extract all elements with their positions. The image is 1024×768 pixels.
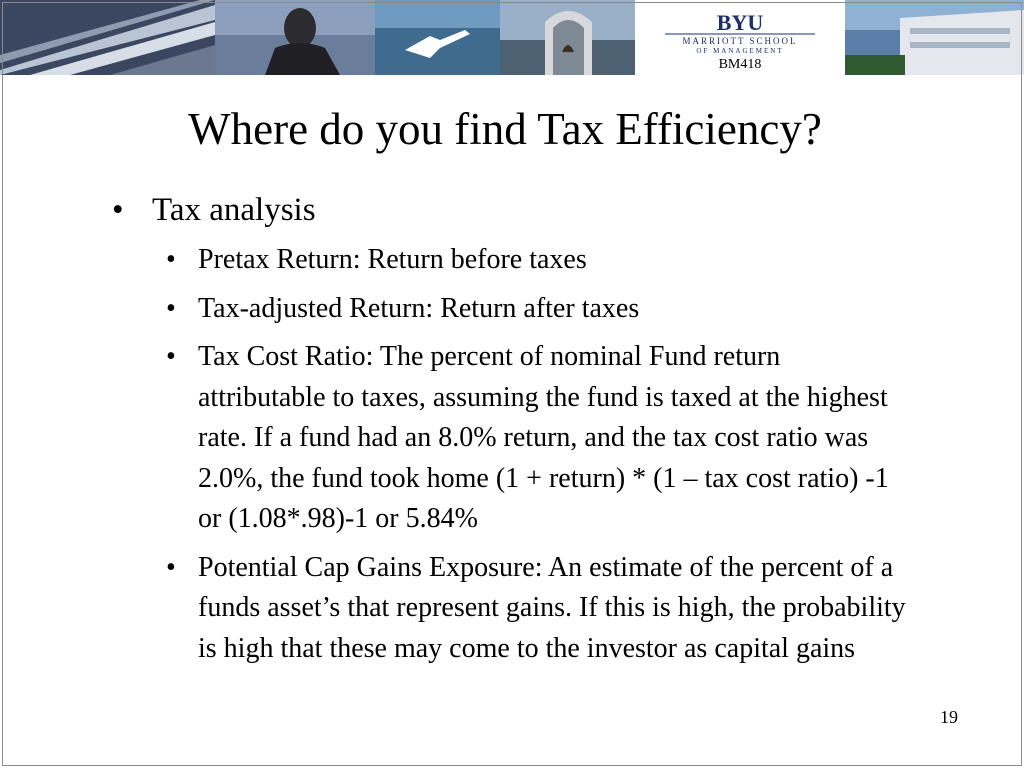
- bullet-text: Tax analysis: [152, 192, 316, 228]
- bullet-dot: •: [166, 551, 176, 583]
- sub-bullet-text: Tax Cost Ratio: The percent of nominal Fund return attributable to taxes, assuming the fund is taxed at the highest rate. If a fund had an 8.0% return, and the tax cost ratio was 2.0%, the fund took home (1 + return) * (1 – tax cost ratio) -1 or (1.08*.98)-1 or 5.84%: [198, 341, 889, 534]
- sub-bullet-text: Tax-adjusted Return: Return after taxes: [198, 292, 640, 324]
- building-glass-photo: [0, 0, 215, 75]
- byu-marriott-logo: [635, 0, 845, 75]
- sub-bullet-item: [166, 337, 912, 540]
- sub-bullet-item: [166, 548, 912, 670]
- school-line1: MARRIOTT SCHOOL: [682, 36, 798, 46]
- logo-text: BYU: [716, 10, 764, 35]
- sub-bullet-text: Potential Cap Gains Exposure: An estimate of the percent of a funds asset’s that represent gains. If this is high, the probability is high that these may come to the investor as capital gains: [198, 551, 906, 664]
- page-number: 19: [940, 707, 958, 727]
- statue-photo: [215, 0, 375, 75]
- modern-building-photo: [845, 0, 1024, 75]
- bell-tower-photo: [500, 0, 635, 75]
- header-banner: [0, 0, 1024, 75]
- bullet-item: [112, 190, 912, 230]
- course-code: BM418: [718, 57, 762, 72]
- bullet-list: [112, 190, 912, 677]
- bullet-dot: •: [166, 341, 176, 372]
- school-line2: OF MANAGEMENT: [696, 47, 784, 55]
- bullet-dot: •: [166, 244, 176, 275]
- sub-bullet-item: [166, 240, 912, 281]
- bullet-dot: •: [166, 292, 176, 324]
- sub-bullet-text: Pretax Return: Return before taxes: [198, 244, 587, 275]
- mountain-y-photo: [375, 0, 500, 75]
- bullet-dot: •: [112, 192, 124, 228]
- slide-title: Where do you find Tax Efficiency?: [188, 104, 822, 154]
- sub-bullet-item: [166, 289, 912, 330]
